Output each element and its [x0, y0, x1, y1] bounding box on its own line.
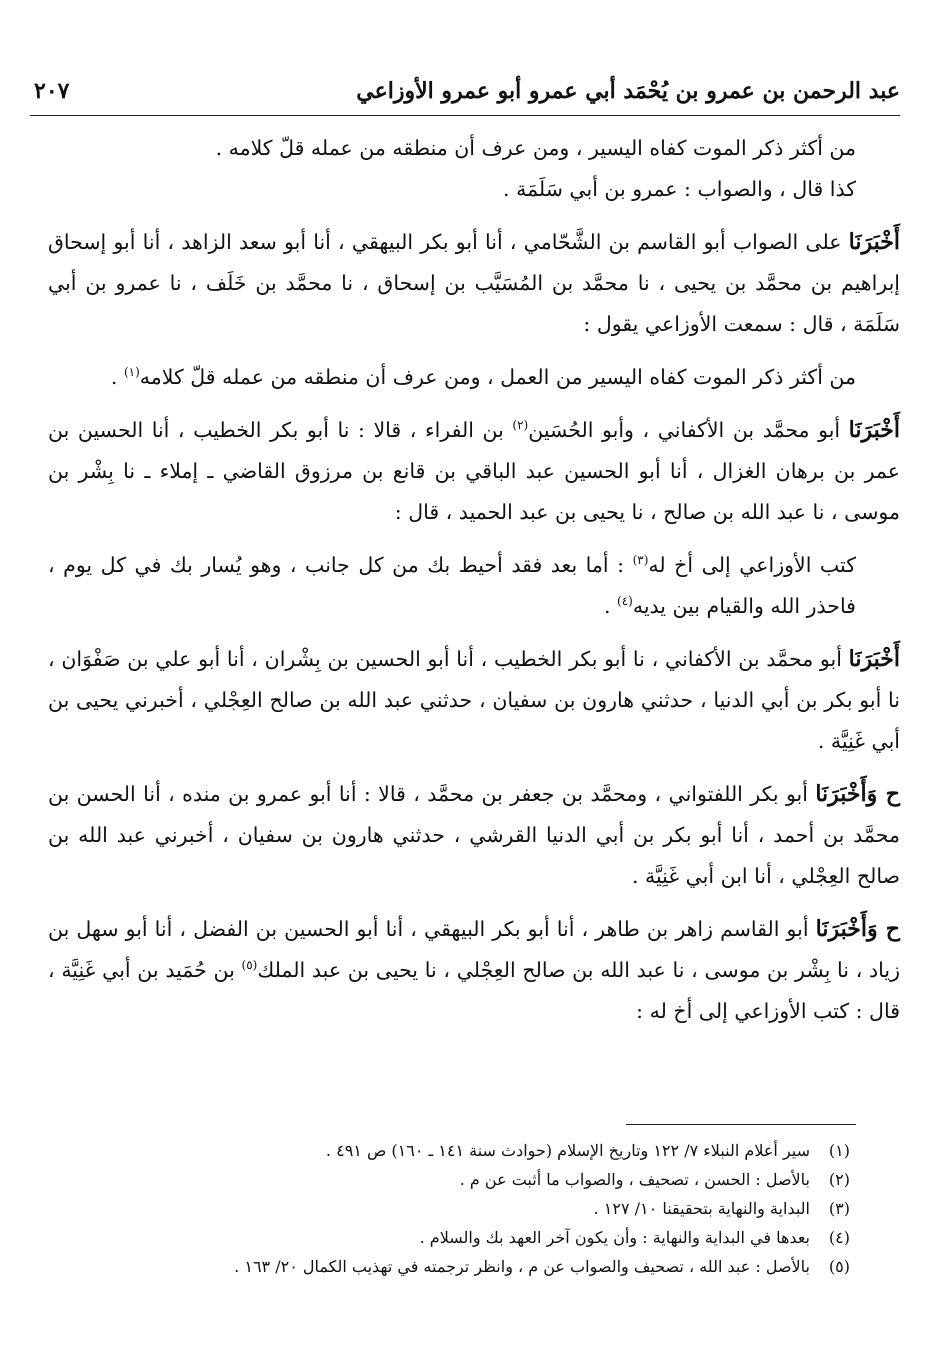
- footnote-2: [60, 1165, 850, 1194]
- footnote-ref: (٤): [617, 594, 633, 609]
- isnad-text: أبو محمَّد بن الأكفاني ، وأبو الحُسَين: [528, 418, 849, 442]
- akhbarana-keyword: ح وَأَخْبَرَنَا: [815, 781, 900, 807]
- paragraph-isnad-2: [48, 410, 900, 533]
- isnad-text: أبو محمَّد بن الأكفاني ، نا أبو بكر الخطيب ، أنا أبو الحسين بن بِشْران ، أنا أبو علي بن صَفْوَان ، نا أبو بكر بن أبي الدنيا ، حدثني هارون بن سفيان ، حدثني عبد الله بن صالح العِجْلي ، أخبرني يحيى بن أبي غَنِيَّة .: [48, 647, 900, 753]
- quote-text: : أما بعد فقد أحيط بك من كل جانب ، وهو يُسار بك في كل يوم ، فاحذر الله والقيام بين يديه: [48, 553, 856, 618]
- footnote-ref: (١): [123, 365, 140, 380]
- note-text: كذا قال ، والصواب : عمرو بن أبي سَلَمَة .: [503, 177, 856, 201]
- footnote-ref: (٢): [512, 418, 529, 433]
- footnote-ref: (٣): [632, 553, 649, 568]
- footnotes: [60, 1136, 850, 1281]
- running-header: [30, 60, 900, 116]
- isnad-text: بن الفراء ، قالا : نا أبو بكر الخطيب ، أنا الحسين بن عمر بن برهان الغزال ، أنا أبو الحسين عبد الباقي بن قانع بن مرزوق القاضي ـ إملاء ـ نا بِشْر بن موسى ، نا عبد الله بن صالح ، نا يحيى بن عبد الحميد ، قال :: [48, 418, 900, 524]
- akhbarana-keyword: أَخْبَرَنَا: [848, 417, 900, 443]
- footnote-separator: [626, 1124, 856, 1125]
- footnote-text: بعدها في البداية والنهاية : وأن يكون آخر العهد بك والسلام .: [419, 1228, 810, 1247]
- main-text: [48, 128, 900, 1044]
- paragraph-isnad-4: [48, 774, 900, 897]
- footnote-text: سير أعلام النبلاء ٧/ ١٢٢ وتاريخ الإسلام (حوادث سنة ١٤١ ـ ١٦٠) ص ٤٩١ .: [325, 1141, 810, 1160]
- footnote-text: البداية والنهاية بتحقيقنا ١٠/ ١٢٧ .: [593, 1199, 810, 1218]
- isnad-text: أبو بكر اللفتواني ، ومحمَّد بن جعفر بن محمَّد ، قالا : أنا أبو عمرو بن منده ، أنا الحسن بن محمَّد بن أحمد ، أنا أبو بكر بن أبي الدنيا القرشي ، حدثني هارون بن سفيان ، أخبرني عبد الله بن صالح العِجْلي ، أنا ابن أبي غَنِيَّة .: [48, 782, 900, 888]
- paragraph-isnad-3: [48, 639, 900, 762]
- quote-text: من أكثر ذكر الموت كفاه اليسير ، ومن عرف أن منطقه من عمله قلّ كلامه .: [215, 136, 856, 160]
- isnad-text: بن حُمَيد بن أبي غَنِيَّة ، قال : كتب الأوزاعي إلى أخ له :: [48, 958, 900, 1023]
- akhbarana-keyword: أَخْبَرَنَا: [848, 229, 900, 255]
- footnote-text: بالأصل : عبد الله ، تصحيف والصواب عن م ، وانظر ترجمته في تهذيب الكمال ٢٠/ ١٦٣ .: [234, 1257, 810, 1276]
- running-title: عبد الرحمن بن عمرو بن يُحْمَد أبي عمرو أبو عمرو الأوزاعي: [356, 78, 900, 104]
- isnad-text: على الصواب أبو القاسم بن الشَّحّامي ، أنا أبو بكر البيهقي ، أنا أبو سعد الزاهد ، أنا أبو إسحاق إبراهيم بن محمَّد بن يحيى ، نا محمَّد بن المُسَيَّب بن إسحاق ، نا محمَّد بن خَلَف ، نا عمرو بن أبي سَلَمَة ، قال : سمعت الأوزاعي يقول :: [48, 230, 900, 336]
- isnad-text: أبو القاسم زاهر بن طاهر ، أنا أبو بكر البيهقي ، أنا أبو الحسين بن الفضل ، أنا أبو سهل بن زياد ، نا بِشْر بن موسى ، نا عبد الله بن صالح العِجْلي ، نا يحيى بن عبد الملك: [48, 917, 900, 982]
- footnote-number: (٣): [828, 1199, 850, 1218]
- footnote-text: بالأصل : الحسن ، تصحيف ، والصواب ما أثبت عن م .: [459, 1170, 810, 1189]
- quote-text: من أكثر ذكر الموت كفاه اليسير من العمل ، ومن عرف أن منطقه من عمله قلّ كلامه: [139, 365, 856, 389]
- paragraph-quote-3: [48, 545, 900, 627]
- paragraph-isnad-5: [48, 909, 900, 1032]
- punctuation: .: [603, 594, 617, 618]
- footnote-number: (٥): [828, 1257, 850, 1276]
- paragraph-isnad-1: [48, 222, 900, 345]
- paragraph-note: [48, 169, 900, 210]
- footnote-ref: (٥): [241, 958, 258, 973]
- footnote-4: [60, 1223, 850, 1252]
- header-rule: [30, 115, 900, 116]
- footnote-1: [60, 1136, 850, 1165]
- quote-text: كتب الأوزاعي إلى أخ له: [648, 553, 856, 577]
- page-number: ٢٠٧: [34, 78, 70, 104]
- punctuation: .: [110, 365, 124, 389]
- footnote-number: (٢): [828, 1170, 850, 1189]
- paragraph-quote-1: [48, 128, 900, 169]
- akhbarana-keyword: ح وَأَخْبَرَنَا: [815, 916, 900, 942]
- akhbarana-keyword: أَخْبَرَنَا: [848, 646, 900, 672]
- footnote-number: (٤): [828, 1228, 850, 1247]
- footnote-number: (١): [828, 1141, 850, 1160]
- footnote-3: [60, 1194, 850, 1223]
- footnote-5: [60, 1252, 850, 1281]
- paragraph-quote-2: [48, 357, 900, 398]
